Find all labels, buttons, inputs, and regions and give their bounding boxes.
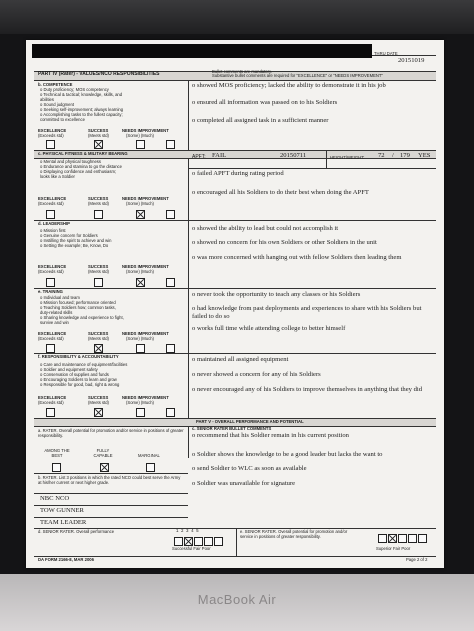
responsibility-excellence-checkbox[interactable] [46,408,55,417]
performance-box-5[interactable] [214,537,223,546]
leadership-item-4: o Setting the example; Be, Know, Do [40,243,109,248]
competence-excellence-label: EXCELLENCE [38,128,67,133]
competence-item-7: committed to excellence [40,117,85,122]
leadership-needs-label: NEEDS IMPROVEMENT [122,264,169,269]
thru-date-value: 20151019 [398,57,425,64]
competence-bullet-2: o ensured all information was passed on to his Soldiers [192,99,338,106]
training-item-4: duty-related skills [40,310,73,315]
training-excellence-label: EXCELLENCE [38,331,67,336]
competence-item-6: o Accomplishing tasks to the fullest capacity; [40,112,123,117]
competence-excellence-checkbox[interactable] [46,140,55,149]
leadership-excellence-checkbox[interactable] [46,278,55,287]
fitness-bullet-2: o encouraged all his Soldiers to do their best when doing the APFT [192,189,369,196]
fitness-success-checkbox[interactable] [94,210,103,219]
training-bullet-2-cont: failed to do so [192,313,230,320]
among-the-best-label: AMONG THE BEST [44,448,70,459]
leadership-needs-sub: (Some) (Much) [126,269,154,274]
fitness-needs-sub: (Some) (Much) [126,201,154,206]
page-number-footer: Page 2 of 2 [406,557,428,562]
fitness-item-1: o Mental and physical toughness [40,159,101,164]
fitness-bullet-1: o failed APFT during rating period [192,170,284,177]
performance-box-1[interactable] [174,537,183,546]
competence-item-2: o Technical & tactical; knowledge, skills, and [40,92,123,97]
training-needs-label: NEEDS IMPROVEMENT [122,331,169,336]
fully-capable-label: FULLY CAPABLE [93,448,113,459]
competence-bullet-1: o showed MOS proficiency; lacked the ability to demonstrate it in his job [192,82,386,89]
fitness-success-sub: (Meets std) [88,201,109,206]
responsibility-item-2: o Soldier and equipment safety [40,367,98,372]
responsibility-needs-some-checkbox[interactable] [136,408,145,417]
fitness-needs-much-checkbox[interactable] [166,210,175,219]
responsibility-item-1: o Care and maintenance of equipment/facilities [40,362,128,367]
competence-success-label: SUCCESS [88,128,109,133]
leadership-bullet-3: o was more concerned with hanging out with fellow Soldiers then leading them [192,254,402,261]
rater-potential-label: a. RATER. Overall potential for promotion and/or service in positions of greater responsibility. [38,428,184,439]
responsibility-item-4: o Encouraging Soldiers to learn and grow [40,377,117,382]
redaction-bar-top [32,44,372,58]
performance-box-3[interactable] [194,537,203,546]
fitness-success-label: SUCCESS [88,196,109,201]
competence-success-checkbox[interactable] [94,140,103,149]
competence-needs-some-checkbox[interactable] [136,140,145,149]
competence-item-5: o Seeking self-improvement; always learning [40,107,124,112]
competence-bullet-3: o completed all assigned task in a sufficient manner [192,117,329,124]
responsibility-success-label: SUCCESS [88,395,109,400]
competence-item-1: o Duty proficiency; MOS competency [40,87,109,92]
macbook-brand-label: MacBook Air [197,592,277,607]
evaluation-form-page: THRU DATE 20151019 PART IV (Rater) - VALUES/NCO RESPONSIBILITIES Bullet comments are mandatory. Substantive bullet comments are required for "EXCELLENCE" or "NEEDS IMPROVEMENT" b. COMPETENCE o Duty proficiency; MOS competency o Technical & tactical; knowledge, skills, and abilities o Sound judgment o Seeking self-improvement; always learning o Accomplishing tasks to the fullest capacity; committed to excellence EXCELLENCE (Exceeds std) SUCCESS (Meets std) NEEDS IMPROVEMENT (Some) (Much) o showed MOS proficiency; lacked the ability to demonstrate it in his job o ensured all information was passed on to his Soldiers o completed all assigned task in a sufficient manner c. PHYSICAL FITNESS & MILITARY BEARING o Mental and physical toughness o Endurance and stamina to go the distance o Displaying confidence and enthusiasm; looks like a Soldier EXCELLENCE (Exceeds std) SUCCESS (Meets std) NEEDS IMPROVEMENT (Some) (Much) APFT: FAIL 20150711 HEIGHT/WEIGHT: 72 / 179 YES o failed APFT during rating period o encouraged all his Soldiers to do their best when doing the APFT d. LEADERSHIP o Mission first o Genuine concern for Soldiers o Instilling the spirit to achieve and win o Setting the example; Be, Know, Do EXCELLENCE (Exceeds std) SUCCESS (Meets std) NEEDS IMPROVEMENT (Some) (Much) o showed the ability to lead but could not accomplish it o showed no concern for his own Soldiers or other Soldiers in the unit o was more concerned with hanging out with fellow Soldiers then leading them e. TRAINING o Individual and team o Mission focused; performance oriented o Teaching Soldiers how; common tasks, duty-related skills o Sharing knowledge and experience to fight, survive and win EXCELLENCE (Exceeds std) SUCCESS (Meets std) NEEDS IMPROVEMENT (Some) (Much) o never took the opportunity to teach any classes or his Soldiers o had knowledge from past deployments and experiences to share with his Soldiers but failed to do so o works full time while attending college to better himself f. RESPONSIBILITY & ACCOUNTABILITY o Care and maintenance of equipment/facilities o Soldier and equipment safety o Conservation of supplies and funds o Encouraging Soldiers to learn and grow o Responsible for good, bad, right & wrong EXCELLENCE (Exceeds std) SUCCESS (Meets std) NEEDS IMPROVEMENT (Some) (Much) o maintained all assigned equipment o never showed a concern for any of his Soldiers o never encouraged any of his Soldiers to improve themselves in anything that they did PART V - OVERALL PERFORMANCE AND POTENTIAL a. RATER. Overall potential for promotion and/or service in positions of greater responsibility. AMONG THE BEST FULLY CAPABLE MARGINAL b. RATER. List 3 positions in which the rated NCO could best serve the Army at his/her current or next higher grade. NBC NCO TOW GUNNER TEAM LEADER c. SENIOR RATER BULLET COMMENTS o recommend that his Soldier remain in his current position o Soldier shows the knowledge to be a good leader but lacks the want to o send Soldier to WLC as soon as available o Soldier was unavailable for signature d. SENIOR RATER. Overall performance 1 2 3 4 5 Successful Fair Poor e. SENIOR RATER. Overall potential for promotion and/or service in positions of greater responsibility. Superior Fair Poor DA FORM 2166-8, MAR 2006 Page 2 of 2 [26,40,444,568]
marginal-label: MARGINAL [138,453,160,458]
competence-item-4: o Sound judgment [40,102,74,107]
responsibility-success-sub: (Meets std) [88,400,109,405]
responsibility-success-checkbox[interactable] [94,408,103,417]
part4-note-1: Bullet comments are mandatory. [212,69,272,74]
training-needs-sub: (Some) (Much) [126,336,154,341]
responsibility-needs-label: NEEDS IMPROVEMENT [122,395,169,400]
leadership-success-label: SUCCESS [88,264,109,269]
leadership-bullet-2: o showed no concern for his own Soldiers or other Soldiers in the unit [192,239,377,246]
senior-bullet-4: o Soldier was unavailable for signature [192,480,296,487]
fitness-needs-some-checkbox[interactable] [136,210,145,219]
responsibility-item-3: o Conservation of supplies and funds [40,372,109,377]
training-success-label: SUCCESS [88,331,109,336]
leadership-item-1: o Mission first [40,228,66,233]
height-weight-result: YES [418,152,431,159]
fully-capable-checkbox[interactable] [100,463,109,472]
leadership-bullet-1: o showed the ability to lead but could not accomplish it [192,225,339,232]
training-success-checkbox[interactable] [94,344,103,353]
responsibility-needs-much-checkbox[interactable] [166,408,175,417]
leadership-success-checkbox[interactable] [94,278,103,287]
leadership-excellence-label: EXCELLENCE [38,264,67,269]
potential-scale-labels: Superior Fair Poor [376,546,411,551]
fitness-excellence-label: EXCELLENCE [38,196,67,201]
training-needs-much-checkbox[interactable] [166,344,175,353]
training-excellence-sub: (Exceeds std) [38,336,64,341]
part5-title: PART V - OVERALL PERFORMANCE AND POTENTIAL [196,419,304,424]
height-value: 72 [378,152,385,159]
competence-item-3: abilities [40,97,54,102]
responsibility-excellence-label: EXCELLENCE [38,395,67,400]
competence-success-sub: (Meets std) [88,133,109,138]
senior-rater-performance-label: d. SENIOR RATER. Overall performance [38,529,115,534]
position-2: TOW GUNNER [40,507,84,514]
responsibility-bullet-2: o never showed a concern for any of his Soldiers [192,371,321,378]
leadership-needs-much-checkbox[interactable] [166,278,175,287]
training-item-3: o Teaching Soldiers how; common tasks, [40,305,116,310]
leadership-success-sub: (Meets std) [88,269,109,274]
laptop-screen-top [0,0,474,34]
training-bullet-2: o had knowledge from past deployments and experiences to share with his Soldiers but [192,305,422,312]
potential-box-3[interactable] [398,534,407,543]
rater-positions-label: b. RATER. List 3 positions in which the rated NCO could best serve the Army at his/her current or next higher grade. [38,475,181,486]
training-item-2: o Mission focused; performance oriented [40,300,116,305]
height-weight-label: HEIGHT/WEIGHT: [330,155,365,160]
fitness-item-3: o Displaying confidence and enthusiasm; [40,169,117,174]
training-item-6: survive and win [40,320,69,325]
thru-date-label: THRU DATE [374,51,398,56]
responsibility-title: f. RESPONSIBILITY & ACCOUNTABILITY [38,354,119,359]
training-bullet-1: o never took the opportunity to teach any classes or his Soldiers [192,291,361,298]
training-title: e. TRAINING [38,289,63,294]
apft-value: FAIL [212,152,227,159]
performance-scale-labels: Successful Fair Poor [172,546,211,551]
potential-box-1[interactable] [378,534,387,543]
training-item-1: o Individual and team [40,295,80,300]
training-success-sub: (Meets std) [88,336,109,341]
competence-needs-label: NEEDS IMPROVEMENT [122,128,169,133]
form-id-footer: DA FORM 2166-8, MAR 2006 [38,557,94,562]
performance-scale-numbers: 1 2 3 4 5 [176,530,199,534]
position-1: NBC NCO [40,495,70,502]
fitness-item-2: o Endurance and stamina to go the distance [40,164,122,169]
performance-box-4[interactable] [204,537,213,546]
responsibility-item-5: o Responsible for good, bad, right & wrong [40,382,120,387]
responsibility-bullet-3: o never encouraged any of his Soldiers to improve themselves in anything that they did [192,386,422,393]
position-3: TEAM LEADER [40,519,87,526]
fitness-needs-label: NEEDS IMPROVEMENT [122,196,169,201]
senior-bullet-1: o recommend that his Soldier remain in his current position [192,432,349,439]
fitness-item-4: looks like a Soldier [40,174,75,179]
marginal-checkbox[interactable] [146,463,155,472]
leadership-item-2: o Genuine concern for Soldiers [40,233,98,238]
weight-value: 179 [400,152,410,159]
potential-box-4[interactable] [408,534,417,543]
competence-needs-much-checkbox[interactable] [166,140,175,149]
part4-title: PART IV (Rater) - VALUES/NCO RESPONSIBILITIES [38,71,160,77]
responsibility-excellence-sub: (Exceeds std) [38,400,64,405]
leadership-title: d. LEADERSHIP [38,221,70,226]
potential-box-2[interactable] [388,534,397,543]
senior-rater-potential-label: e. SENIOR RATER. Overall potential for promotion and/or service in positions of greater responsibility. [240,529,348,539]
fitness-excellence-sub: (Exceeds std) [38,201,64,206]
apft-label: APFT: [192,154,206,160]
competence-excellence-sub: (Exceeds std) [38,133,64,138]
leadership-needs-some-checkbox[interactable] [136,278,145,287]
competence-title: b. COMPETENCE [38,82,73,87]
training-needs-some-checkbox[interactable] [136,344,145,353]
leadership-item-3: o Instilling the spirit to achieve and win [40,238,112,243]
training-excellence-checkbox[interactable] [46,344,55,353]
potential-box-5[interactable] [418,534,427,543]
fitness-excellence-checkbox[interactable] [46,210,55,219]
responsibility-bullet-1: o maintained all assigned equipment [192,356,289,363]
part4-note-2: Substantive bullet comments are required for "EXCELLENCE" or "NEEDS IMPROVEMENT" [212,73,383,78]
responsibility-needs-sub: (Some) (Much) [126,400,154,405]
training-bullet-3: o works full time while attending college to better himself [192,325,346,332]
senior-rater-comments-label: c. SENIOR RATER BULLET COMMENTS [192,426,272,431]
fitness-title: c. PHYSICAL FITNESS & MILITARY BEARING [38,151,128,156]
senior-bullet-2: o Soldier shows the knowledge to be a good leader but lacks the want to [192,451,383,458]
competence-needs-sub: (Some) (Much) [126,133,154,138]
apft-date: 20150711 [280,152,307,159]
performance-box-2[interactable] [184,537,193,546]
training-item-5: o Sharing knowledge and experience to fight, [40,315,124,320]
among-the-best-checkbox[interactable] [52,463,61,472]
leadership-excellence-sub: (Exceeds std) [38,269,64,274]
senior-bullet-3: o send Soldier to WLC as soon as available [192,465,307,472]
